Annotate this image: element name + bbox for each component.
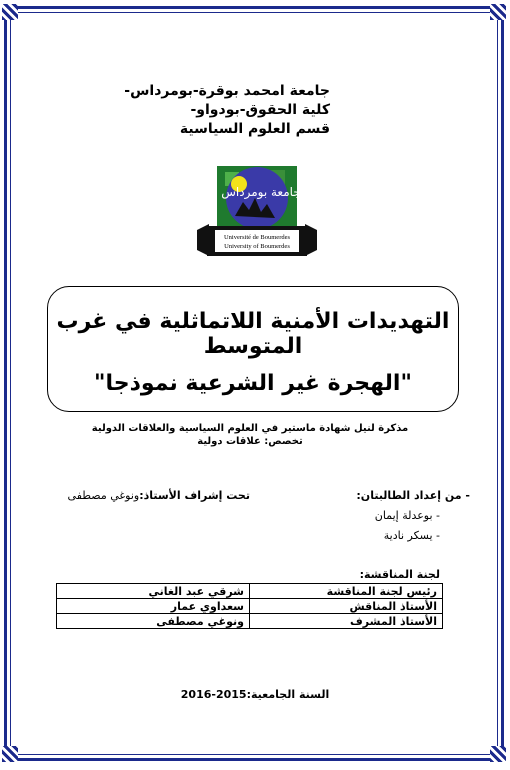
thesis-title-subtitle: "الهجرة غير الشرعية نموذجا" — [94, 371, 412, 396]
thesis-title-main: التهديدات الأمنية اللاتماثلية في غرب المتوسط — [56, 309, 450, 359]
committee-member: سعداوي عمار — [57, 599, 250, 614]
institution-header — [70, 82, 330, 139]
supervisor-name: ونوغي مصطفى — [67, 489, 140, 502]
committee-role: رئيس لجنة المناقشة — [250, 584, 443, 599]
students-list — [300, 506, 440, 546]
supervisor-label: تحت إشراف الأستاذ: — [139, 489, 250, 502]
committee-role: الأستاذ المناقش — [250, 599, 443, 614]
memo-degree: مذكرة لنيل شهادة ماستير في العلوم السياسية والعلاقات الدولية — [91, 423, 409, 434]
university-name: جامعة امحمد بوقرة-بومرداس- — [124, 83, 330, 99]
committee-role: الأستاذ المشرف — [250, 614, 443, 629]
logo-arabic-text: جامعة بومرداس — [221, 185, 301, 199]
prepared-by-label: - من إعداد الطالبتان: — [356, 489, 470, 502]
corner-ornament-bottom-right — [490, 746, 506, 762]
student-name: - بوعدلة إيمان — [300, 506, 440, 526]
committee-label: لجنة المناقشة: — [359, 568, 440, 581]
supervisor-line — [40, 489, 250, 502]
table-row — [57, 599, 443, 614]
memo-specialty: تخصص: علاقات دولية — [197, 436, 303, 447]
memo-description — [90, 422, 410, 448]
table-row — [57, 584, 443, 599]
table-row — [57, 614, 443, 629]
thesis-title-box — [47, 286, 459, 412]
university-logo — [195, 158, 319, 260]
logo-french-text: Université de Boumerdes — [223, 234, 291, 241]
corner-ornament-bottom-left — [2, 746, 18, 762]
corner-ornament-top-left — [2, 4, 18, 20]
faculty-name: كلية الحقوق-بودواو- — [190, 102, 330, 118]
student-name: - يسكر نادية — [300, 526, 440, 546]
corner-ornament-top-right — [490, 4, 506, 20]
logo-english-text: University of Boumerdes — [224, 243, 290, 250]
department-name: قسم العلوم السياسية — [179, 121, 330, 137]
committee-table — [56, 583, 443, 629]
academic-year: السنة الجامعية:2015-2016 — [180, 688, 330, 701]
committee-member: شرقي عبد الغاني — [57, 584, 250, 599]
committee-member: ونوغي مصطفى — [57, 614, 250, 629]
